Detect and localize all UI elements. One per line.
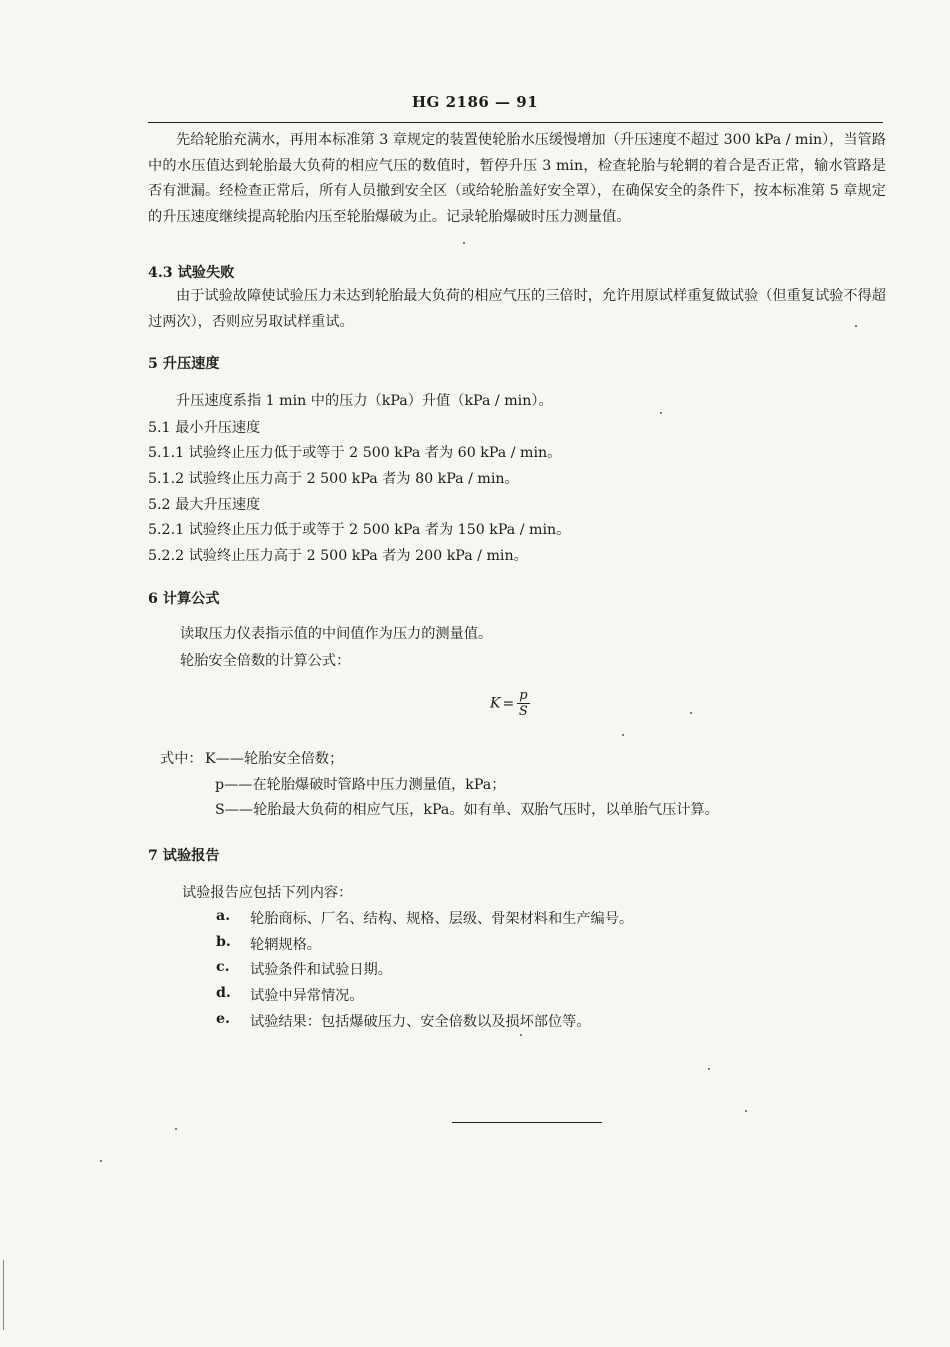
scan-speck [855, 325, 857, 327]
formula-where-label: 式中： [160, 751, 203, 767]
formula-fraction [517, 688, 529, 719]
section-4-3-heading: 4.3 试验失败 [148, 265, 235, 281]
scan-speck [708, 1068, 710, 1070]
report-item-a: 轮胎商标、厂名、结构、规格、层级、骨架材料和生产编号。 [250, 911, 634, 927]
report-item-d-mark: d. [216, 985, 231, 1001]
scan-speck [520, 1034, 522, 1036]
scan-edge-mark [3, 1260, 4, 1330]
definition-s: S——轮胎最大负荷的相应气压，kPa。如有单、双胎气压时，以单胎气压计算。 [215, 802, 719, 818]
section-5-2: 5.2 最大升压速度 [148, 497, 261, 513]
section-5-heading: 5 升压速度 [148, 356, 220, 372]
section-6-heading: 6 计算公式 [148, 591, 220, 607]
report-item-a-mark: a. [216, 908, 231, 924]
report-item-b: 轮辋规格。 [250, 937, 321, 953]
scan-speck [660, 412, 662, 414]
scan-speck [175, 1128, 177, 1130]
scan-speck [463, 242, 465, 244]
report-item-c: 试验条件和试验日期。 [250, 962, 392, 978]
section-4-3-body-text: 由于试验故障使试验压力未达到轮胎最大负荷的相应气压的三倍时，允许用原试样重复做试验（但重复试验不得超过两次），否则应另取试样重试。 [148, 288, 886, 330]
section-6-line1: 读取压力仪表指示值的中间值作为压力的测量值。 [180, 626, 493, 642]
section-7-intro: 试验报告应包括下列内容： [182, 885, 353, 901]
page-header: HG 2186 — 91 [411, 93, 539, 111]
section-4-3-body [148, 284, 886, 335]
report-item-e: 试验结果：包括爆破压力、安全倍数以及损坏部位等。 [250, 1014, 591, 1030]
report-item-e-mark: e. [216, 1011, 230, 1027]
section-5-1-2: 5.1.2 试验终止压力高于 2 500 kPa 者为 80 kPa / min。 [148, 471, 519, 487]
formula-equals: = [502, 695, 515, 712]
intro-paragraph [148, 128, 886, 230]
section-5-2-1: 5.2.1 试验终止压力低于或等于 2 500 kPa 者为 150 kPa / min。 [148, 522, 571, 538]
scan-speck [622, 734, 624, 736]
scan-speck [745, 1110, 747, 1112]
intro-paragraph-text: 先给轮胎充满水，再用本标准第 3 章规定的装置使轮胎水压缓慢增加（升压速度不超过 300 kPa / min），当管路中的水压值达到轮胎最大负荷的相应气压的数值时，暂停升压 3 min，检查轮胎与轮辋的着合是否正常，输水管路是否有泄漏。经检查正常后，所有人员撤到安全区（或给轮胎盖好安全罩），在确保安全的条件下，按本标准第 5 章规定的升压速度继续提高轮胎内压至轮胎爆破为止。记录轮胎爆破时压力测量值。 [148, 132, 886, 225]
section-5-1: 5.1 最小升压速度 [148, 420, 261, 436]
scan-speck [100, 1160, 102, 1162]
header-rule [148, 122, 883, 123]
report-item-c-mark: c. [216, 959, 230, 975]
definition-p: p——在轮胎爆破时管路中压力测量值，kPa； [215, 777, 506, 793]
section-7-heading: 7 试验报告 [148, 848, 220, 864]
definition-k: K——轮胎安全倍数； [205, 751, 344, 767]
formula-numerator: p [519, 688, 528, 703]
formula-lhs: K [490, 695, 501, 712]
formula-denominator: S [518, 704, 528, 719]
safety-factor-formula [490, 688, 530, 719]
scan-speck [690, 712, 692, 714]
report-item-d: 试验中异常情况。 [250, 988, 364, 1004]
section-5-intro: 升压速度系指 1 min 中的压力（kPa）升值（kPa / min）。 [176, 393, 553, 409]
section-5-2-2: 5.2.2 试验终止压力高于 2 500 kPa 者为 200 kPa / min。 [148, 548, 528, 564]
section-5-1-1: 5.1.1 试验终止压力低于或等于 2 500 kPa 者为 60 kPa / min。 [148, 445, 562, 461]
end-of-text-rule [452, 1122, 602, 1123]
report-item-b-mark: b. [216, 934, 231, 950]
section-6-line2: 轮胎安全倍数的计算公式： [180, 653, 351, 669]
